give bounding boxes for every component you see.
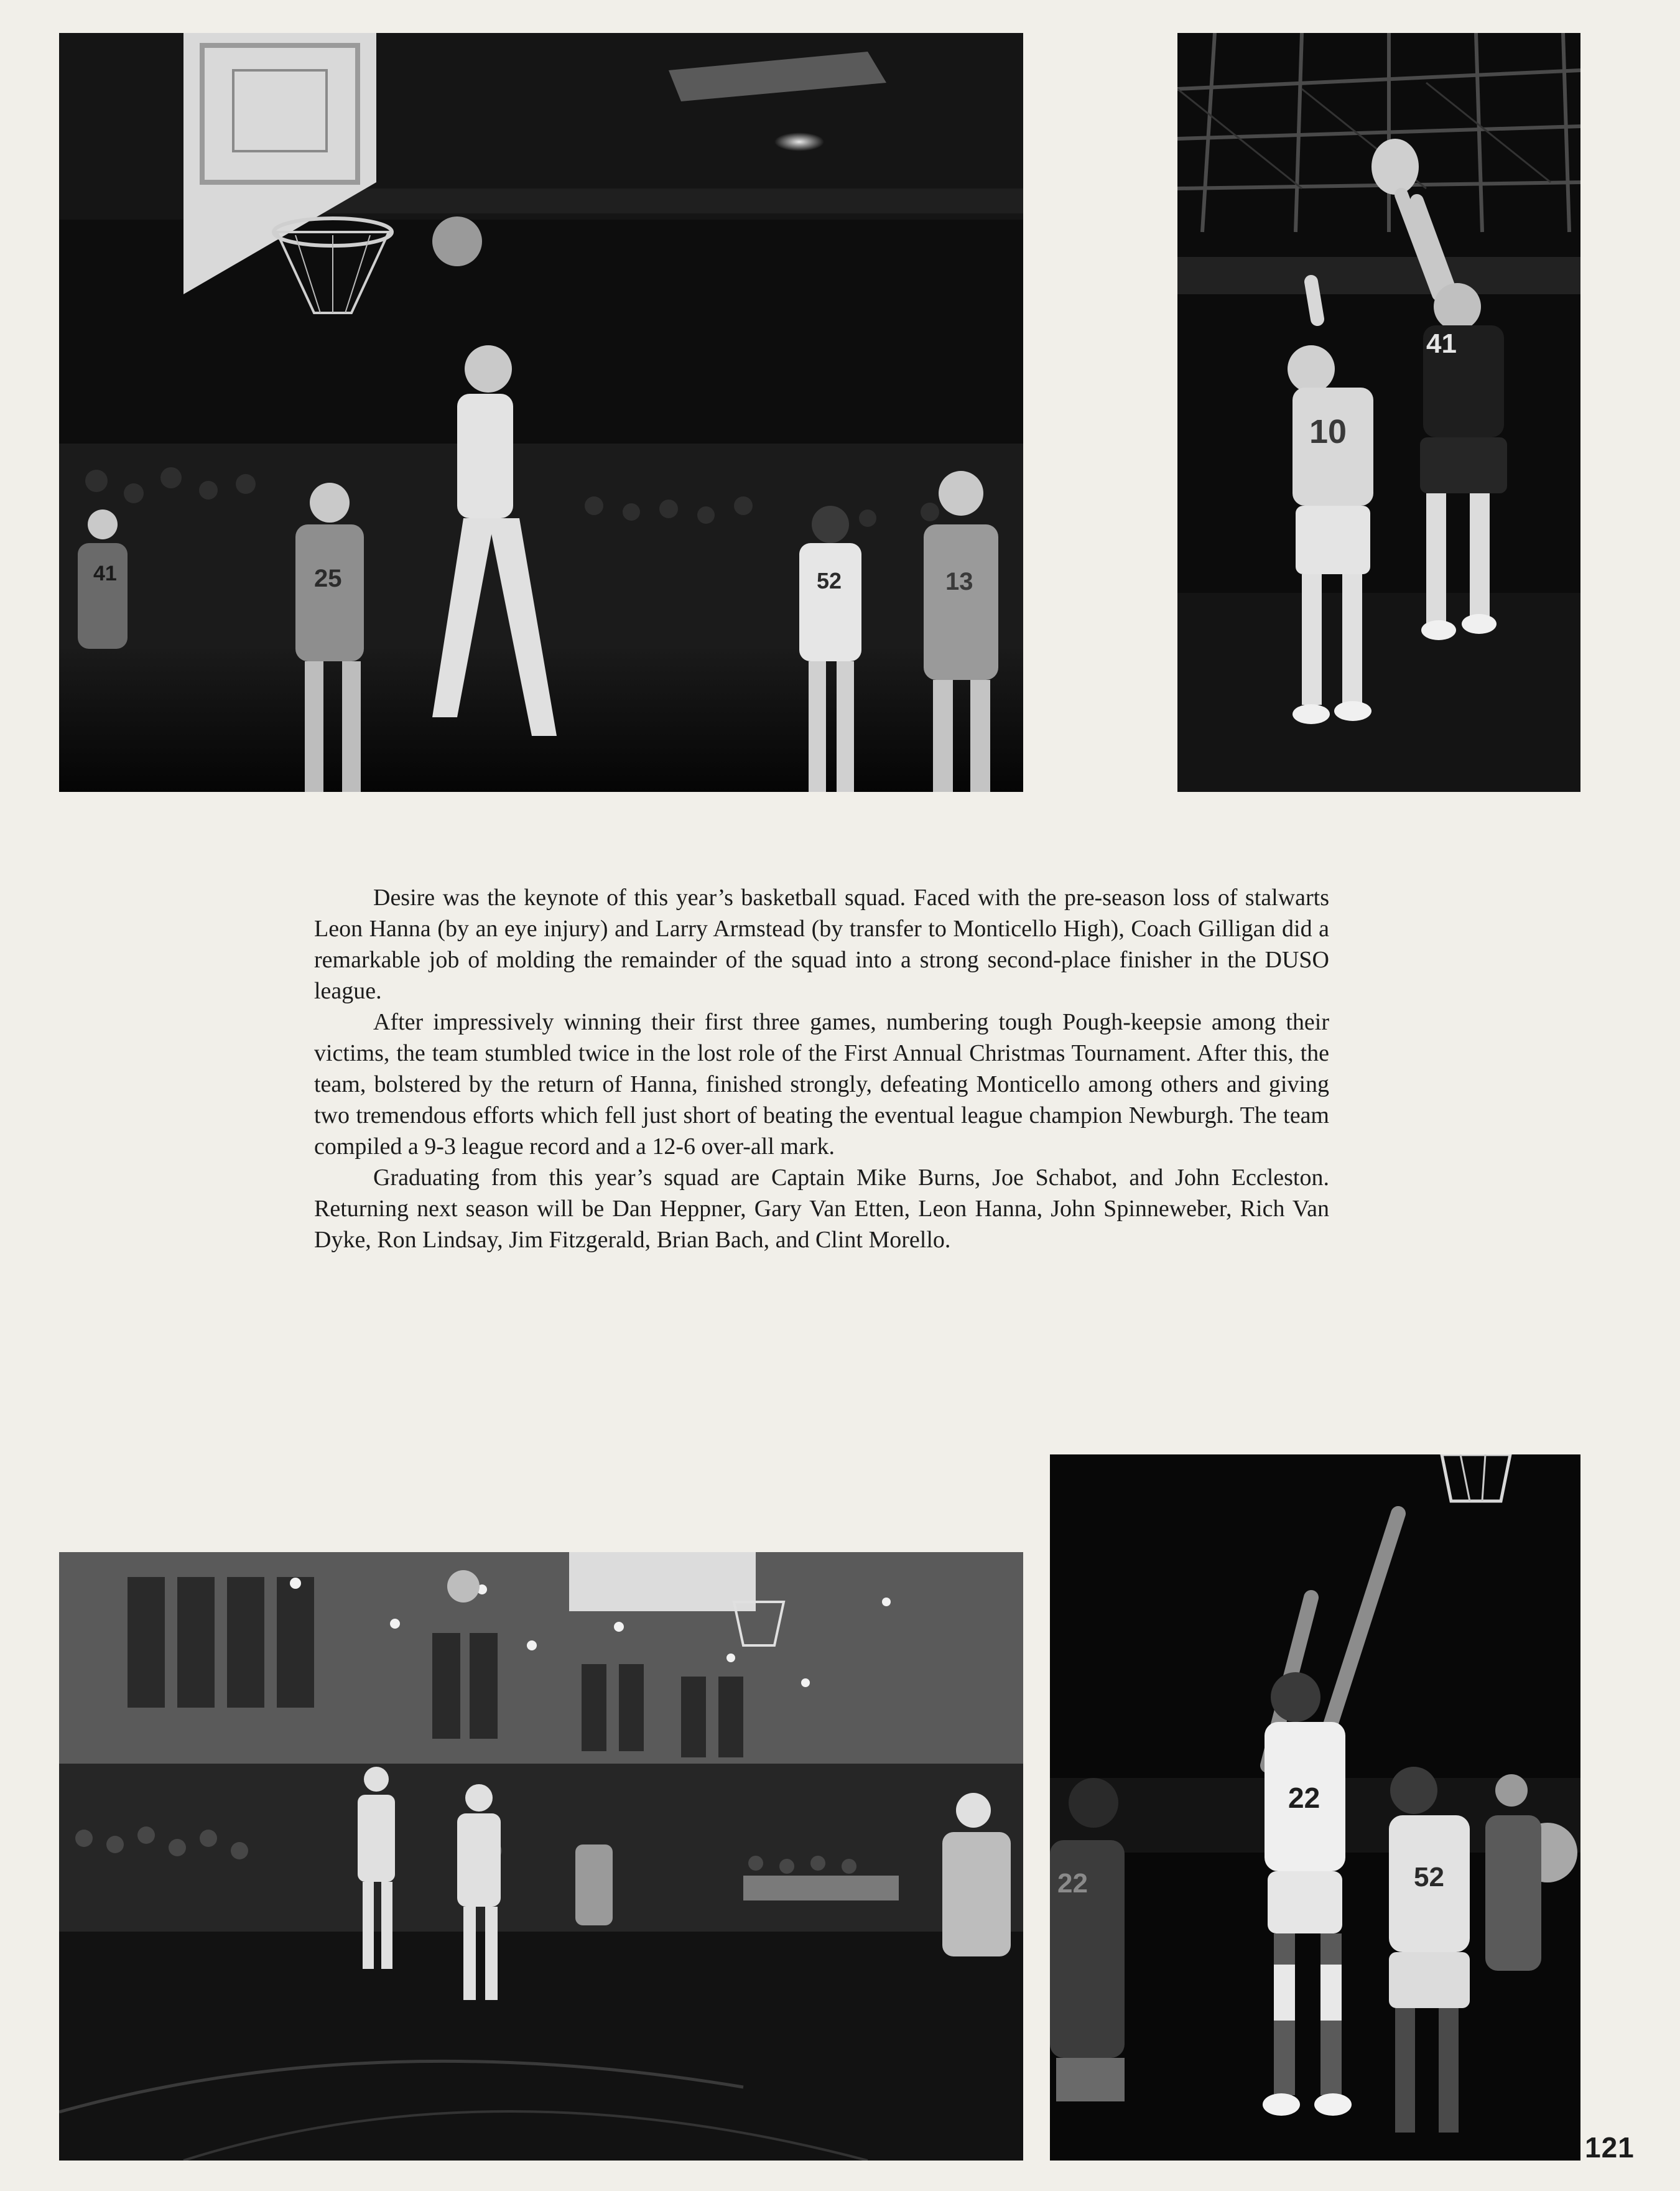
photo-gym-wide-image: [59, 1552, 1023, 2161]
photo-jump-ball-image: [1177, 33, 1580, 792]
jersey-number-13: 13: [945, 568, 973, 595]
jersey-number-22-left: 22: [1057, 1868, 1088, 1899]
photo-jump-ball: [1177, 33, 1580, 792]
photo-basket-scramble: [59, 33, 1023, 792]
jersey-number-41: 41: [1426, 328, 1457, 359]
jersey-number-41: 41: [93, 562, 117, 585]
jersey-number-52: 52: [817, 568, 842, 593]
article-body: [314, 882, 1329, 1255]
article-paragraph-3: Graduating from this year’s squad are Captain Mike Burns, Joe Schabot, and John Eccleston. Returning next season will be Dan Heppner, Gary Van Etten, Leon Hanna, John Spinneweber, Rich Van Dyke, Ron Lindsay, Jim Fitzgerald, Brian Bach, and Clint Morello.: [314, 1165, 1329, 1253]
jersey-number-22: 22: [1288, 1782, 1320, 1814]
jersey-number-25: 25: [314, 565, 342, 592]
photo-player-22-rebound: [1050, 1454, 1580, 2161]
page-number: 121: [1585, 2131, 1635, 2164]
jersey-number-52: 52: [1414, 1862, 1444, 1892]
photo-gym-wide: [59, 1552, 1023, 2161]
photo-basket-scramble-image: [59, 33, 1023, 792]
jersey-number-10: 10: [1309, 413, 1347, 450]
article-paragraph-2: After impressively winning their first three games, numbering tough Pough-keepsie among their victims, the team stumbled twice in the lost role of the First Annual Christmas Tournament. After this, the team, bolstered by the return of Hanna, finished strongly, defeating Monticello among others and giving two tremendous efforts which fell just short of beating the eventual league champion Newburgh. The team compiled a 9-3 league record and a 12-6 over-all mark.: [314, 1009, 1329, 1160]
article-paragraph-1: Desire was the keynote of this year’s basketball squad. Faced with the pre-season loss of stalwarts Leon Hanna (by an eye injury) and Larry Armstead (by transfer to Monticello High), Coach Gilligan did a remarkable job of molding the remainder of the squad into a strong second-place finisher in the DUSO league.: [314, 885, 1329, 1004]
